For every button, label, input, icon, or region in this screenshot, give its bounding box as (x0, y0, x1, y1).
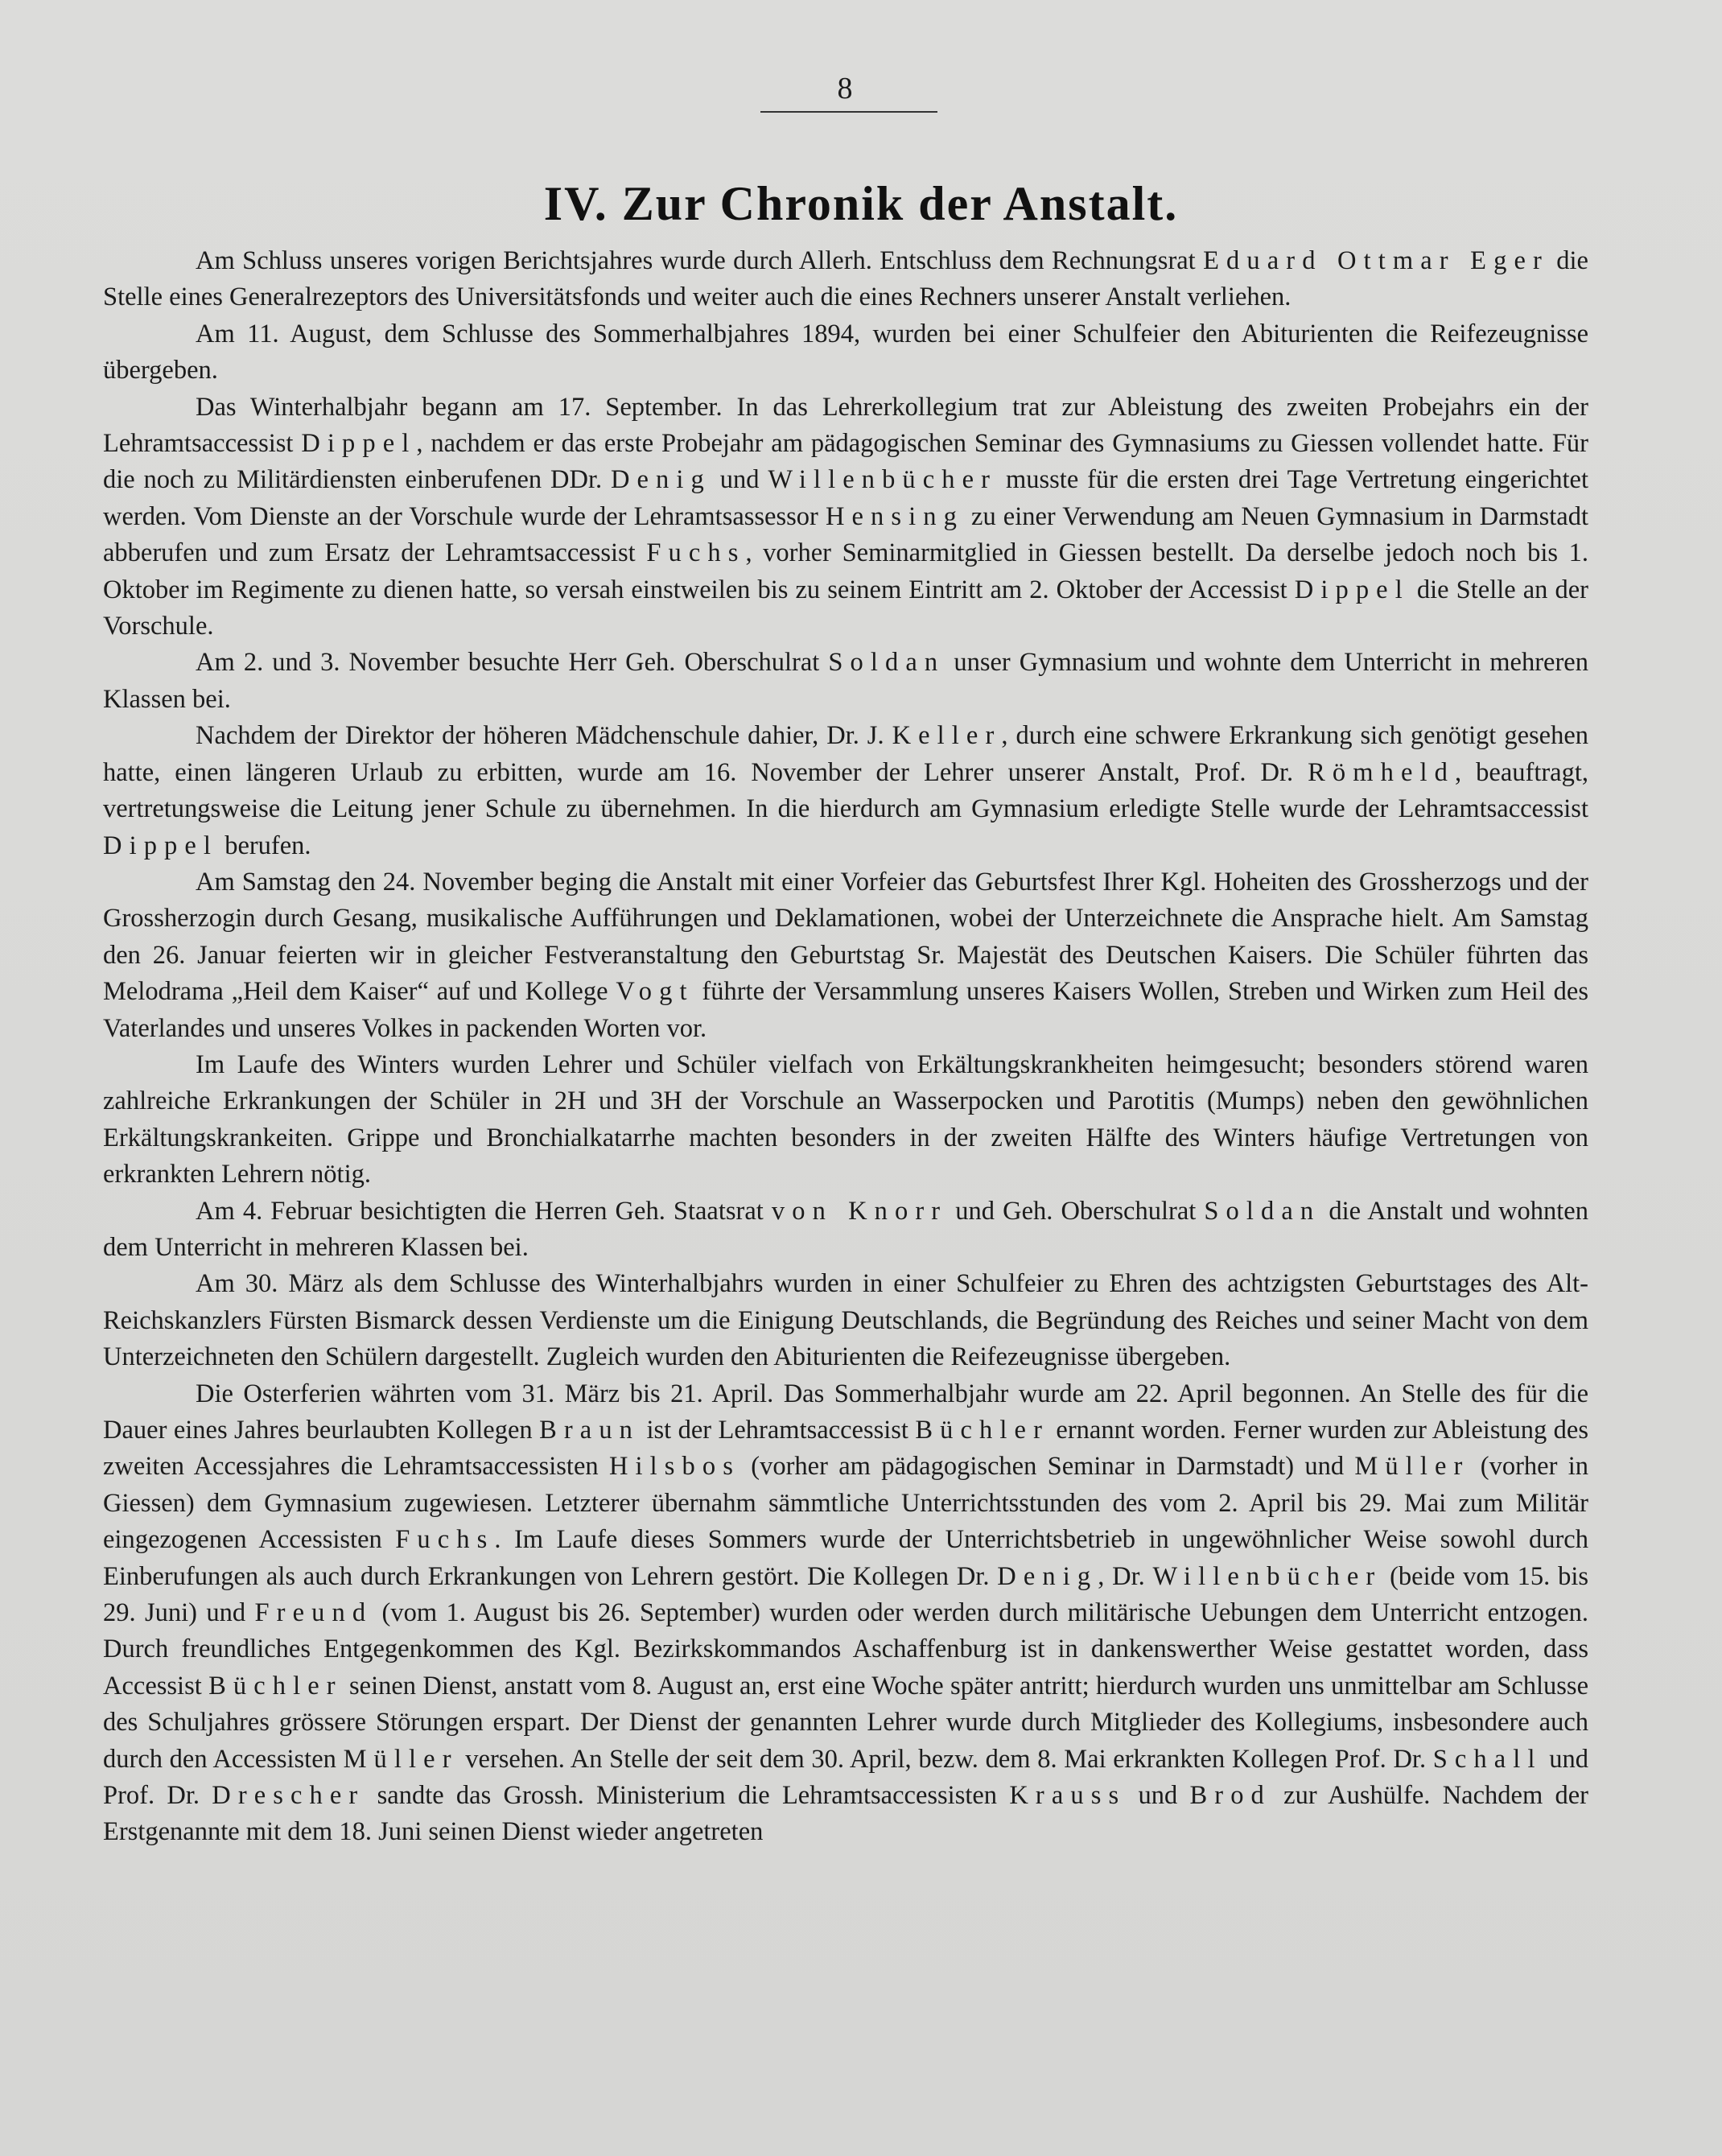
text-run: sandte das Grossh. Ministerium die Lehramtsaccessisten (365, 1781, 1010, 1811)
text-run: , Dr. (1098, 1561, 1153, 1591)
text-run: und Geh. Oberschulrat (947, 1196, 1205, 1226)
paragraph (103, 1266, 1588, 1375)
text-run: Die Osterferien währten vom 31. März bis 21. April. Das Sommerhalbjahr wurde am 22. April begonnen. An Stelle des für die Dauer eines Jahres beurlaubten Kollegen (103, 1379, 1588, 1445)
spaced-name: Freund (254, 1598, 373, 1628)
spaced-name: Willenbücher (768, 465, 998, 495)
text-run: Am 2. und 3. November besuchte Herr Geh. Oberschulrat (196, 648, 829, 678)
text-run: Am 11. August, dem Schlusse des Sommerhalbjahres 1894, wurden bei einer Schulfeier den Abiturienten die Reifezeugnisse übergeben. (103, 319, 1588, 385)
spaced-name: Soldan (1204, 1196, 1321, 1226)
spaced-name: Dippel (301, 429, 417, 459)
text-run: , durch eine schwere Erkrankung sich genötigt gesehen hatte, einen längeren Urlaub zu erbitten, wurde am 16. November der Lehrer unserer Anstalt, Prof. Dr. (103, 721, 1588, 787)
text-run: seinen Dienst, anstatt vom 8. August an, erst eine Woche später antritt; hierdurch wurden uns unmittelbar am Schlusse des Schuljahres grössere Störungen erspart. Der Dienst der genannten Lehrer wurde durch Mitglieder des Kollegiums, insbesondere auch durch den Accessisten (103, 1671, 1589, 1774)
text-run: und (1126, 1781, 1190, 1811)
text-run: zu einer Verwendung am Neuen Gymnasium in Darmstadt abberufen und zum Ersatz der Lehramtsaccessist (103, 501, 1588, 568)
text-run: zur Aushülfe. Nachdem der Erstgenannte mit dem 18. Juni seinen Dienst wieder angetreten (103, 1781, 1588, 1847)
spaced-name: Krauss (1009, 1781, 1127, 1811)
text-run: , nachdem er das erste Probejahr am pädagogischen Seminar des Gymnasiums zu Giessen vollendet hatte. Für die noch zu Militärdiensten einberufenen DDr. (103, 429, 1589, 495)
spaced-name: Dippel (103, 831, 219, 860)
chronicle-text (103, 243, 1588, 1851)
text-run: Im Laufe des Winters wurden Lehrer und Schüler vielfach von Erkältungskrankheiten heimgesucht; besonders störend waren zahlreiche Erkrankungen der Schüler in 2H und 3H der Vorschule an Wasserpocken und Parotitis (Mumps) neben den gewöhnlichen Erkältungskrankeiten. Grippe und Bronchialkatarrhe machten besonders in der zweiten Hälfte des Winters häufige Vertretungen von erkrankten Lehrern nötig. (103, 1049, 1588, 1189)
spaced-name: Fuchs (395, 1525, 495, 1555)
spaced-name: Büchler (208, 1671, 343, 1700)
spaced-name: Dippel (1294, 575, 1410, 604)
text-run: Am Samstag den 24. November beging die Anstalt mit einer Vorfeier das Geburtsfest Ihrer Kgl. Hoheiten des Grossherzogs und der Grossherzogin durch Gesang, musikalische Aufführungen und Deklamationen, wobei der Unterzeichnete die Ansprache hielt. Am Samstag den 26. Januar feierten wir in gleicher Festveranstaltung den Geburtstag Sr. Majestät des Deutschen Kaisers. Die Schüler führten das Melodrama „Heil dem Kaiser“ auf und Kollege (103, 867, 1588, 1007)
spaced-name: Soldan (828, 648, 945, 678)
text-run: (vorher am pädagogischen Seminar in Darmstadt) und (739, 1452, 1355, 1482)
chapter-title: IV. Zur Chronik der Anstalt. (543, 177, 1179, 230)
paragraph (103, 864, 1588, 1047)
text-run: die Anstalt und wohnten dem Unterricht in mehreren Klassen bei. (103, 1196, 1588, 1262)
text-run: führte der Versammlung unseres Kaisers Wollen, Streben und Wirken zum Heil des Vaterlandes und unseres Volkes in packenden Worten vor. (103, 977, 1588, 1043)
spaced-name: Denig (610, 465, 711, 495)
text-run: musste für die ersten drei Tage Vertretung eingerichtet werden. Vom Dienste an der Vorschule wurde der Lehramtsassessor (103, 465, 1588, 531)
paragraph (103, 243, 1588, 316)
text-run: versehen. An Stelle der seit dem 30. April, bezw. dem 8. Mai erkrankten Kollegen Prof. Dr. (458, 1744, 1433, 1774)
spaced-name: Denig (997, 1561, 1098, 1591)
spaced-name: Hilsbos (608, 1452, 740, 1482)
text-run: die Stelle an der Vorschule. (103, 575, 1588, 641)
text-run: (beide vom 15. bis 29. Juni) und (103, 1561, 1588, 1628)
paragraph (103, 718, 1588, 864)
paragraph (103, 1047, 1588, 1193)
text-run: Am Schluss unseres vorigen Berichtsjahres wurde durch Allerh. Entschluss dem Rechnungsrat (196, 246, 1204, 275)
text-run: Das Winterhalbjahr begann am 17. September. In das Lehrerkollegium trat zur Ableistung des zweiten Probejahrs ein der Lehramtsaccessist (103, 392, 1588, 459)
spaced-name: Eduard Ottmar Eger (1203, 246, 1549, 275)
spaced-name: Schall (1432, 1744, 1543, 1774)
text-run: . Im Laufe dieses Sommers wurde der Unterrichtsbetrieb in ungewöhnlicher Weise sowohl durch Einberufungen als auch durch Erkrankungen von Lehrern gestört. Die Kollegen Dr. (103, 1525, 1588, 1591)
text-run: die Stelle eines Generalrezeptors des Universitätsfonds und weiter auch die eines Rechners unserer Anstalt verliehen. (103, 246, 1588, 312)
page-number: 8 (837, 72, 853, 105)
text-run: und (711, 465, 768, 495)
spaced-name: Willenbücher (1152, 1561, 1382, 1591)
spaced-name: Römheld (1308, 757, 1456, 787)
paragraph (103, 1193, 1588, 1267)
spaced-name: Keller (892, 721, 1002, 751)
spaced-name: von Knorr (771, 1196, 948, 1226)
paragraph (103, 390, 1588, 645)
text-run: (vorher in Giessen) dem Gymnasium zugewiesen. Letzterer übernahm sämmtliche Unterrichtsstunden des vom 2. April bis 29. Mai zum Militär eingezogenen Accessisten (103, 1452, 1588, 1555)
text-run: Am 30. März als dem Schlusse des Winterhalbjahrs wurden in einer Schulfeier zu Ehren des achtzigsten Geburtstages des Alt-Reichskanzlers Fürsten Bismarck dessen Verdienste um die Einigung Deutschlands, die Begründung des Reiches und seiner Macht von dem Unterzeichneten den Schülern dargestellt. Zugleich wurden den Abiturienten die Reifezeugnisse übergeben. (103, 1269, 1588, 1372)
spaced-name: Fuchs (646, 538, 746, 568)
text-run: ist der Lehramtsaccessist (640, 1416, 916, 1445)
spaced-name: Büchler (915, 1416, 1049, 1445)
text-run: unser Gymnasium und wohnte dem Unterricht in mehreren Klassen bei. (103, 648, 1588, 714)
text-run: ernannt worden. Ferner wurden zur Ableistung des zweiten Accessjahres die Lehramtsaccessisten (103, 1416, 1589, 1482)
spaced-name: Hensing (825, 501, 964, 531)
text-run: , beauftragt, vertretungsweise die Leitung jener Schule zu übernehmen. In die hierdurch am Gymnasium erledigte Stelle wurde der Lehramtsaccessist (103, 757, 1589, 824)
paragraph (103, 645, 1588, 718)
page-number-rule (760, 111, 937, 113)
text-run: Am 4. Februar besichtigten die Herren Geh. Staatsrat (196, 1196, 772, 1226)
spaced-name: Drescher (212, 1781, 365, 1811)
text-run: , vorher Seminarmitglied in Giessen bestellt. Da derselbe jedoch noch bis 1. Oktober im Regimente zu dienen hatte, so versah einstweilen bis zu seinem Eintritt am 2. Oktober der Accessist (103, 538, 1588, 604)
text-run: Nachdem der Direktor der höheren Mädchenschule dahier, Dr. J. (196, 721, 892, 751)
text-run: (vom 1. August bis 26. September) wurden oder werden durch militärische Uebungen dem Unterricht entzogen. Durch freundliches Entgegenkommen des Kgl. Bezirkskommandos Aschaffenburg ist in dankenswerther Weise gestattet worden, dass Accessist (103, 1598, 1589, 1700)
spaced-name: Müller (343, 1744, 459, 1774)
paragraph (103, 1376, 1588, 1851)
paragraph (103, 316, 1588, 390)
spaced-name: Brod (1189, 1781, 1271, 1811)
spaced-name: Vogt (616, 977, 694, 1007)
spaced-name: Müller (1354, 1452, 1470, 1482)
text-run: berufen. (218, 831, 311, 860)
text-run: und Prof. Dr. (103, 1744, 1588, 1811)
spaced-name: Braun (539, 1416, 641, 1445)
